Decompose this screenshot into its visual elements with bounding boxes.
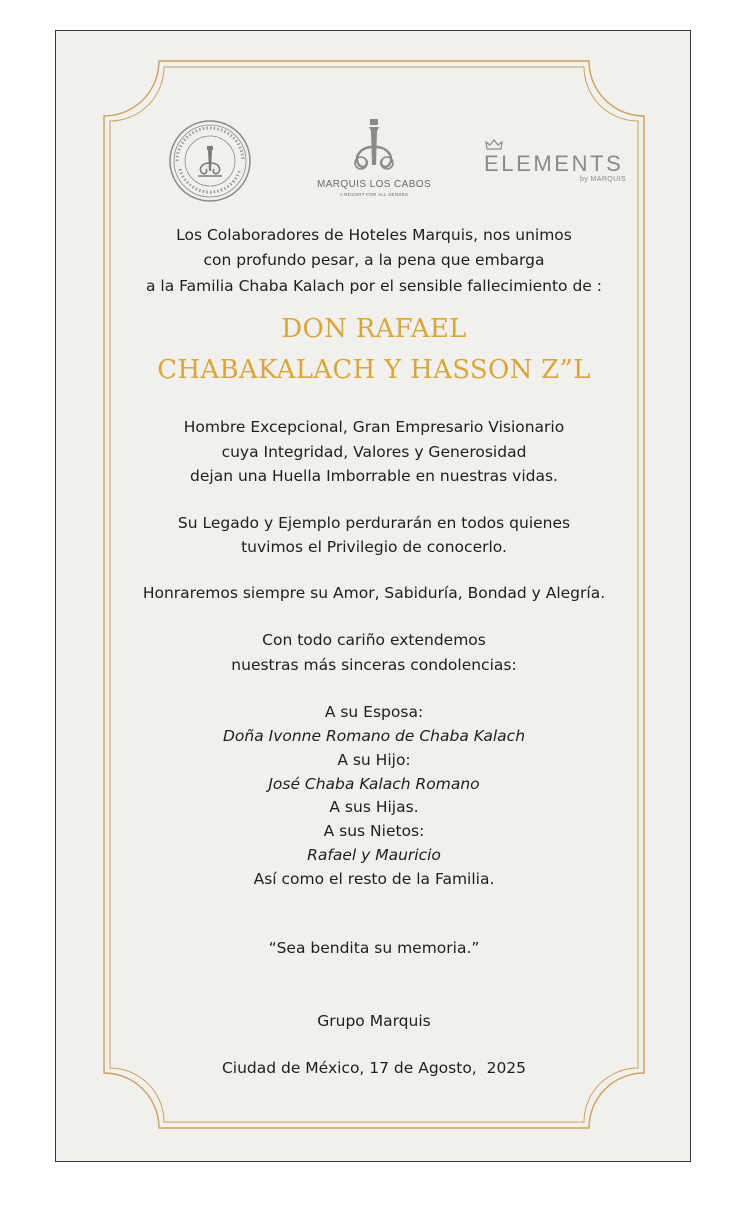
intro-line-2: con profundo pesar, a la pena que embarga bbox=[203, 251, 545, 269]
intro-line-1: Los Colaboradores de Hoteles Marquis, nos unimos bbox=[176, 226, 572, 244]
crown-icon bbox=[485, 139, 503, 151]
tribute-line-3: dejan una Huella Imborrable en nuestras vidas. bbox=[190, 467, 558, 485]
marquis-crown-icon bbox=[311, 117, 437, 177]
family-rest: Así como el resto de la Familia. bbox=[253, 870, 495, 888]
condolences-line-1: Con todo cariño extendemos bbox=[262, 631, 486, 649]
blessing: “Sea bendita su memoria.” bbox=[268, 939, 480, 957]
son-label: A su Hijo: bbox=[337, 751, 411, 769]
signature: Grupo Marquis bbox=[317, 1012, 431, 1030]
place-date: Ciudad de México, 17 de Agosto, 2025 bbox=[221, 1059, 527, 1077]
tribute-line-1: Hombre Excepcional, Gran Empresario Visionario bbox=[183, 418, 565, 436]
wife-label: A su Esposa: bbox=[324, 703, 424, 721]
grandchildren-names: Rafael y Mauricio bbox=[307, 846, 441, 864]
marquis-reforma-seal-logo bbox=[168, 119, 252, 203]
condolence-card bbox=[55, 30, 691, 1162]
legacy-line-2: tuvimos el Privilegio de conocerlo. bbox=[241, 538, 507, 556]
marquis-los-cabos-logo bbox=[311, 117, 437, 207]
elements-by-marquis: by MARQUIS bbox=[579, 176, 626, 183]
los-cabos-tagline: A RESORT FOR ALL SENSES bbox=[339, 192, 409, 197]
elements-name: ELEMENTS bbox=[484, 151, 624, 176]
daughters-label: A sus Hijas. bbox=[329, 798, 419, 816]
condolences-line-2: nuestras más sinceras condolencias: bbox=[231, 656, 517, 674]
los-cabos-name: MARQUIS LOS CABOS bbox=[316, 179, 432, 190]
elements-by-marquis-logo bbox=[484, 139, 626, 187]
grandchildren-label: A sus Nietos: bbox=[323, 822, 425, 840]
son-name: José Chaba Kalach Romano bbox=[268, 775, 480, 793]
deceased-name-line-1: DON RAFAEL bbox=[281, 314, 467, 344]
legacy-line-1: Su Legado y Ejemplo perdurarán en todos quienes bbox=[177, 514, 571, 532]
wife-name: Doña Ivonne Romano de Chaba Kalach bbox=[222, 727, 526, 745]
honor-line: Honraremos siempre su Amor, Sabiduría, Bondad y Alegría. bbox=[142, 584, 606, 602]
deceased-name-line-2: CHABAKALACH Y HASSON Z”L bbox=[157, 355, 591, 385]
intro-line-3: a la Familia Chaba Kalach por el sensible fallecimiento de : bbox=[146, 277, 602, 295]
marquis-seal-icon bbox=[168, 119, 252, 203]
tribute-line-2: cuya Integridad, Valores y Generosidad bbox=[221, 443, 527, 461]
